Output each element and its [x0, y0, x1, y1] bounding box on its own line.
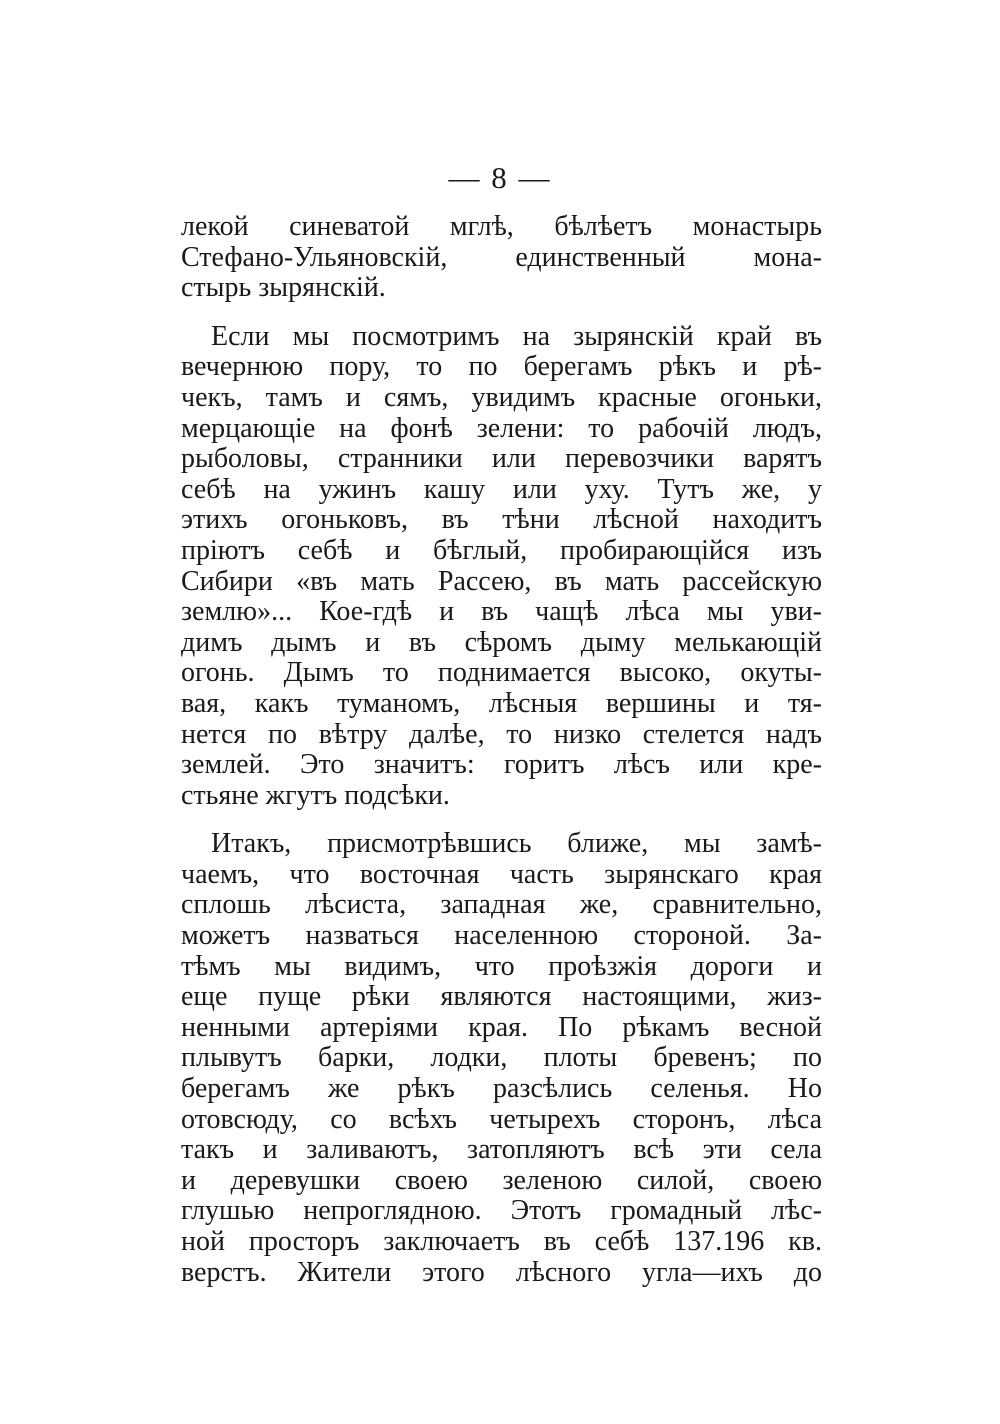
page-number: — 8 —: [448, 160, 552, 195]
text-line: верстъ. Жители этого лѣсного угла—ихъ до: [181, 1256, 822, 1288]
text-line: лекой синеватой мглѣ, бѣлѣетъ монастырь: [181, 211, 822, 242]
text-line: Стефано-Ульяновскій, единственный мона-: [181, 241, 822, 273]
paragraph: [181, 212, 822, 304]
text-line: чаемъ, что восточная часть зырянскаго края: [181, 858, 822, 890]
text-line: нется по вѣтру далѣе, то низко стелется надъ: [181, 718, 822, 750]
text-line: такъ и заливаютъ, затопляютъ всѣ эти села: [181, 1134, 822, 1166]
text-line: димъ дымъ и въ сѣромъ дыму мелькающій: [181, 626, 822, 658]
text-line: пріютъ себѣ и бѣглый, пробирающійся изъ: [181, 534, 822, 566]
text-line: рыболовы, странники или перевозчики варятъ: [181, 443, 822, 475]
text-line: сплошь лѣсиста, западная же, сравнительно,: [181, 889, 822, 921]
text-line: Итакъ, присмотрѣвшись ближе, мы замѣ-: [211, 828, 822, 860]
text-line: стьяне жгутъ подсѣки.: [181, 779, 450, 811]
text-line: землю»... Кое-гдѣ и въ чащѣ лѣса мы уви-: [181, 596, 822, 628]
paragraph: [181, 829, 822, 1288]
text-line: Если мы посмотримъ на зырянскій край въ: [211, 320, 822, 352]
text-line: отовсюду, со всѣхъ четырехъ сторонъ, лѣса: [181, 1103, 822, 1135]
text-line: стырь зырянскій.: [181, 272, 386, 304]
text-line: этихъ огоньковъ, въ тѣни лѣсной находитъ: [181, 504, 822, 536]
text-line: еще пуще рѣки являются настоящими, жиз-: [181, 981, 822, 1013]
text-line: ной просторъ заключаетъ въ себѣ 137.196 кв.: [181, 1226, 822, 1257]
text-line: и деревушки своею зеленою силой, своею: [181, 1164, 822, 1196]
text-line: вая, какъ туманомъ, лѣсныя вершины и тя-: [181, 687, 822, 719]
text-line: тѣмъ мы видимъ, что проѣзжія дороги и: [181, 950, 822, 982]
text-line: ненными артеріями края. По рѣкамъ весной: [181, 1011, 822, 1043]
text-line: землей. Это значитъ: горитъ лѣсъ или кре-: [181, 749, 822, 781]
text-line: чекъ, тамъ и сямъ, увидимъ красные огоньки,: [181, 381, 822, 413]
paragraph: [181, 322, 822, 812]
text-line: мерцающіе на фонѣ зелени: то рабочій людъ,: [181, 412, 822, 444]
text-line: берегамъ же рѣкъ разсѣлись селенья. Но: [181, 1073, 822, 1105]
text-line: себѣ на ужинъ кашу или уху. Тутъ же, у: [181, 473, 822, 505]
paragraph-spacer: [181, 811, 822, 829]
page-body: [181, 212, 822, 1288]
text-line: можетъ назваться населенною стороной. За-: [181, 920, 822, 952]
text-line: Сибири «въ мать Рассею, въ мать рассейскую: [181, 565, 822, 597]
text-line: вечернюю пору, то по берегамъ рѣкъ и рѣ-: [181, 351, 822, 383]
text-line: огонь. Дымъ то поднимается высоко, окуты-: [181, 657, 822, 689]
text-line: глушью непроглядною. Этотъ громадный лѣс-: [181, 1195, 822, 1227]
text-line: плывутъ барки, лодки, плоты бревенъ; по: [181, 1042, 822, 1074]
paragraph-spacer: [181, 304, 822, 322]
